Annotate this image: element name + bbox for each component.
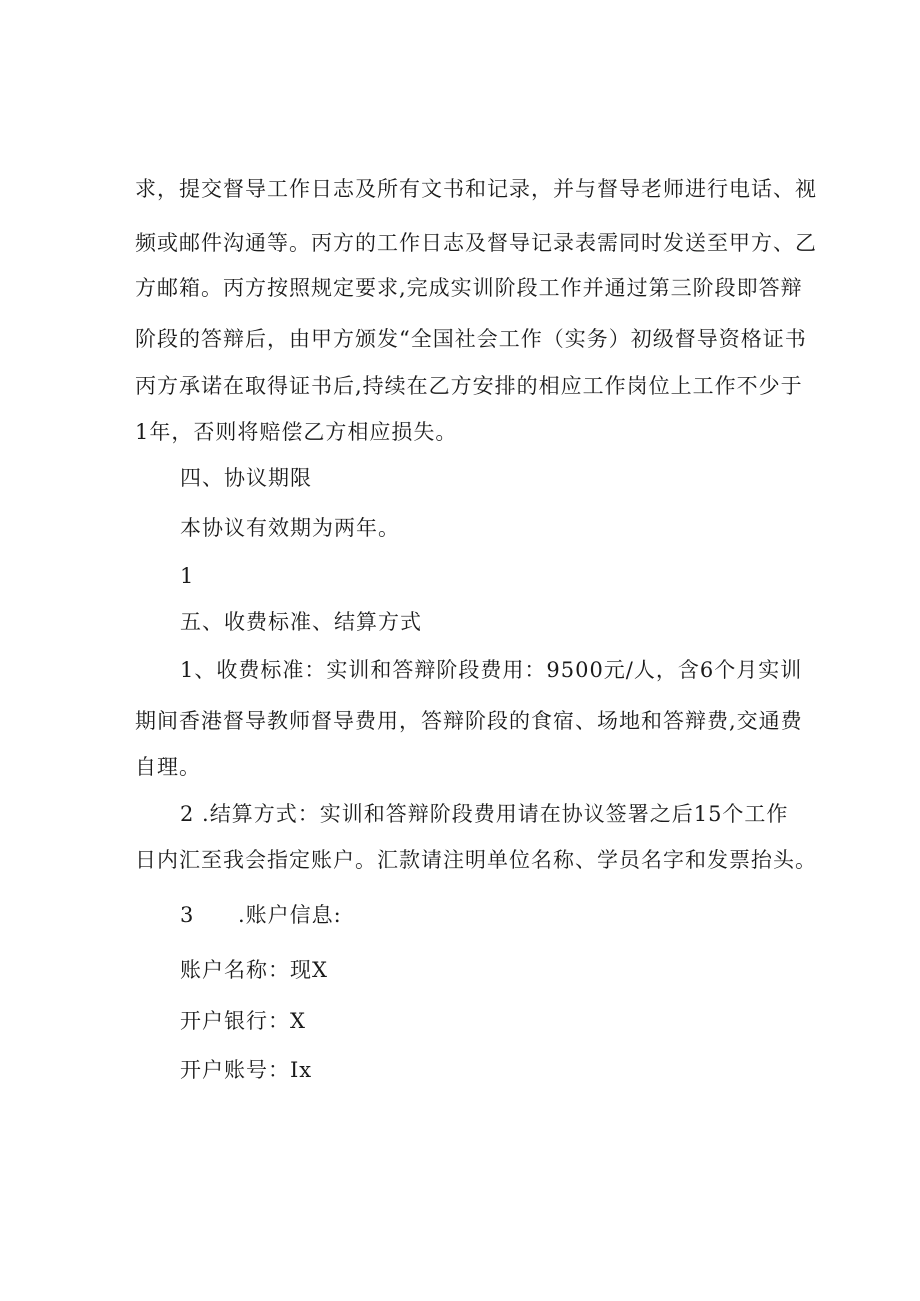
continuation-line-3: 方邮箱。丙方按照规定要求,完成实训阶段工作并通过第三阶段即答辩 (135, 276, 803, 300)
continuation-line-4: 阶段的答辩后，由甲方颁发“全国社会工作（实务）初级督导资格证书 (135, 327, 807, 351)
continuation-line-5: 丙方承诺在取得证书后,持续在乙方安排的相应工作岗位上工作不少于 (135, 374, 803, 398)
section-four-heading: 四、协议期限 (180, 466, 312, 490)
fee-standard-line-1: 1、收费标准：实训和答辩阶段费用：9500元/人，含6个月实训 (180, 658, 803, 682)
settlement-line-2: 日内汇至我会指定账户。汇款请注明单位名称、学员名字和发票抬头。 (135, 848, 817, 872)
fee-standard-line-3: 自理。 (135, 755, 201, 779)
section-four-body: 本协议有效期为两年。 (180, 516, 400, 540)
account-info-number: 3 (180, 903, 195, 927)
account-name: 账户名称：现X (180, 958, 328, 982)
page-number: 1 (180, 564, 195, 588)
section-five-heading: 五、收费标准、结算方式 (180, 610, 422, 634)
fee-standard-line-2: 期间香港督导教师督导费用，答辩阶段的食宿、场地和答辩费,交通费 (135, 709, 803, 733)
account-info-heading (180, 900, 342, 930)
account-number: 开户账号：Ix (180, 1058, 313, 1082)
continuation-line-2: 频或邮件沟通等。丙方的工作日志及督导记录表需同时发送至甲方、乙 (135, 231, 817, 255)
settlement-line-1: 2 .结算方式：实训和答辩阶段费用请在协议签署之后15个工作 (180, 802, 789, 826)
continuation-line-6: 1年，否则将赔偿乙方相应损失。 (135, 420, 458, 444)
continuation-line-1: 求，提交督导工作日志及所有文书和记录，并与督导老师进行电话、视 (135, 177, 817, 201)
account-bank: 开户银行：X (180, 1009, 306, 1033)
account-info-label: .账户信息: (238, 903, 342, 927)
